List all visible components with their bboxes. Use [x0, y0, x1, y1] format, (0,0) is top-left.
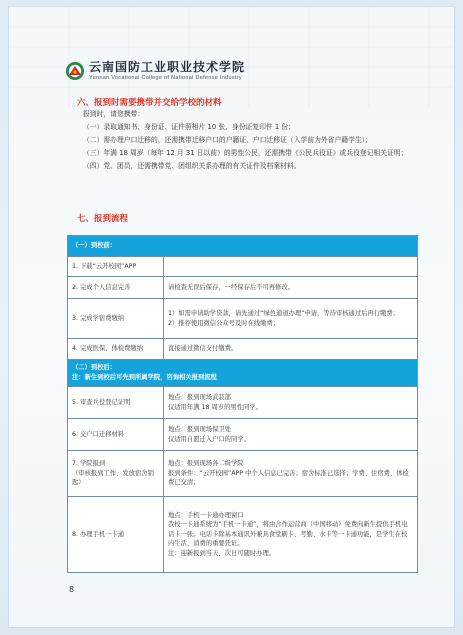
detail-cell [164, 257, 418, 277]
paragraph: （三）年满 18 周岁（每年 12 月 31 日以前）的男性公民，还需携带《公民兵役证》或兵役登记相关证明； [83, 148, 408, 157]
detail-cell [164, 387, 418, 419]
table-row [68, 387, 418, 419]
detail-line: 地点：手机一卡通办理窗口 [168, 511, 244, 519]
detail-line: 仅适用年满 18 周岁的男性同学。 [168, 403, 262, 411]
band-title [68, 360, 418, 387]
band-note: 注：新生到校后可先到所属学院，咨询相关报到流程 [72, 374, 217, 381]
detail-line: 注：迎新报到当天、次日可随时办理。 [168, 549, 276, 557]
school-name-cn: 云南国防工业职业技术学院 [89, 60, 246, 74]
detail-line: 仅适用自愿迁入户口的同学。 [168, 435, 250, 443]
college-logo-icon [65, 61, 85, 81]
detail-cell [164, 299, 418, 339]
table-row [68, 277, 418, 299]
step-cell: 3. 完成学宿费缴纳 [68, 299, 164, 339]
paragraph: （二）需办理户口迁移的，还需携带迁移户口的户籍证、户口迁移证（入学前为外省户籍学生）； [83, 135, 372, 144]
detail-cell [164, 419, 418, 451]
detail-cell: 直接通过微信支付缴费。 [164, 339, 418, 360]
detail-line: 我校一卡通系统为“手机一卡通”，将由合作运营商（中国移动）免费向新生提供手机电话卡一张。电话卡除基本通讯外兼具食堂刷卡、考勤、水卡等一卡通功能，是学生在校内生活、消费的重要凭证。 [168, 521, 408, 548]
page-header [65, 51, 245, 91]
detail-cell [164, 451, 418, 497]
step-cell: 2. 完成个人信息完善 [68, 277, 164, 299]
step-cell: 8. 办理手机一卡通 [68, 497, 164, 573]
table-row [68, 339, 418, 360]
detail-line: 报到条件：“云开校园”APP 中个人信息已完善；宿舍标准已选择；学费、住宿费、体检费已交清； [168, 469, 409, 487]
step-cell: 4. 完成医保、体检费缴纳 [68, 339, 164, 360]
paragraph: 报到时，请您携带： [83, 110, 145, 118]
table-row [68, 497, 418, 573]
table-band-before [68, 236, 418, 257]
detail-cell: 请检查无误后保存，一经保存后不可再修改。 [164, 277, 418, 299]
detail-line: 地点：报到现场保卫处 [168, 425, 231, 433]
table-band-after [68, 360, 418, 387]
paragraph: （四）党、团员，还需携带党、团组织关系办理的有关证件及档案材料。 [83, 161, 301, 170]
table-row [68, 451, 418, 497]
band-title: （一）到校前： [68, 236, 418, 257]
section-6-body [70, 108, 420, 173]
detail-line: 地点：报到现场武装部 [168, 393, 231, 401]
table-row [68, 419, 418, 451]
band-heading: （二）到校后： [72, 364, 117, 372]
table-row [68, 299, 418, 339]
brochure-page [8, 6, 455, 628]
school-name-en: Yunnan Vocational College of National Defense Industry [89, 75, 242, 81]
step-cell: 5. 审查兵役登记证明 [68, 387, 164, 419]
page-number: 8 [69, 585, 75, 594]
section-6-title: 六、报到时需要携带并交给学校的材料 [77, 98, 222, 108]
detail-line: 1）如需申请助学贷款，请先通过“绿色通道办理”申请，等待审核通过后再行缴费； [168, 309, 399, 317]
detail-cell [164, 497, 418, 573]
step-cell: 7. 学院报到 （审核报到工作、发放宿舍钥匙） [68, 451, 164, 497]
section-7-title: 七、报到流程 [77, 214, 129, 224]
step-cell: 1. 下载“云开校园”APP [68, 257, 164, 277]
detail-line: 地点：报到现场各二级学院 [168, 460, 244, 468]
paragraph: （一）录取通知书、身份证、证件照相片 10 张、身份证复印件 1 份； [83, 122, 295, 131]
registration-flow-table [67, 235, 418, 573]
detail-line: 2）推荐使用微信公众号及时在线缴费； [168, 319, 280, 327]
step-cell: 6. 交户口迁移材料 [68, 419, 164, 451]
table-row [68, 257, 418, 277]
